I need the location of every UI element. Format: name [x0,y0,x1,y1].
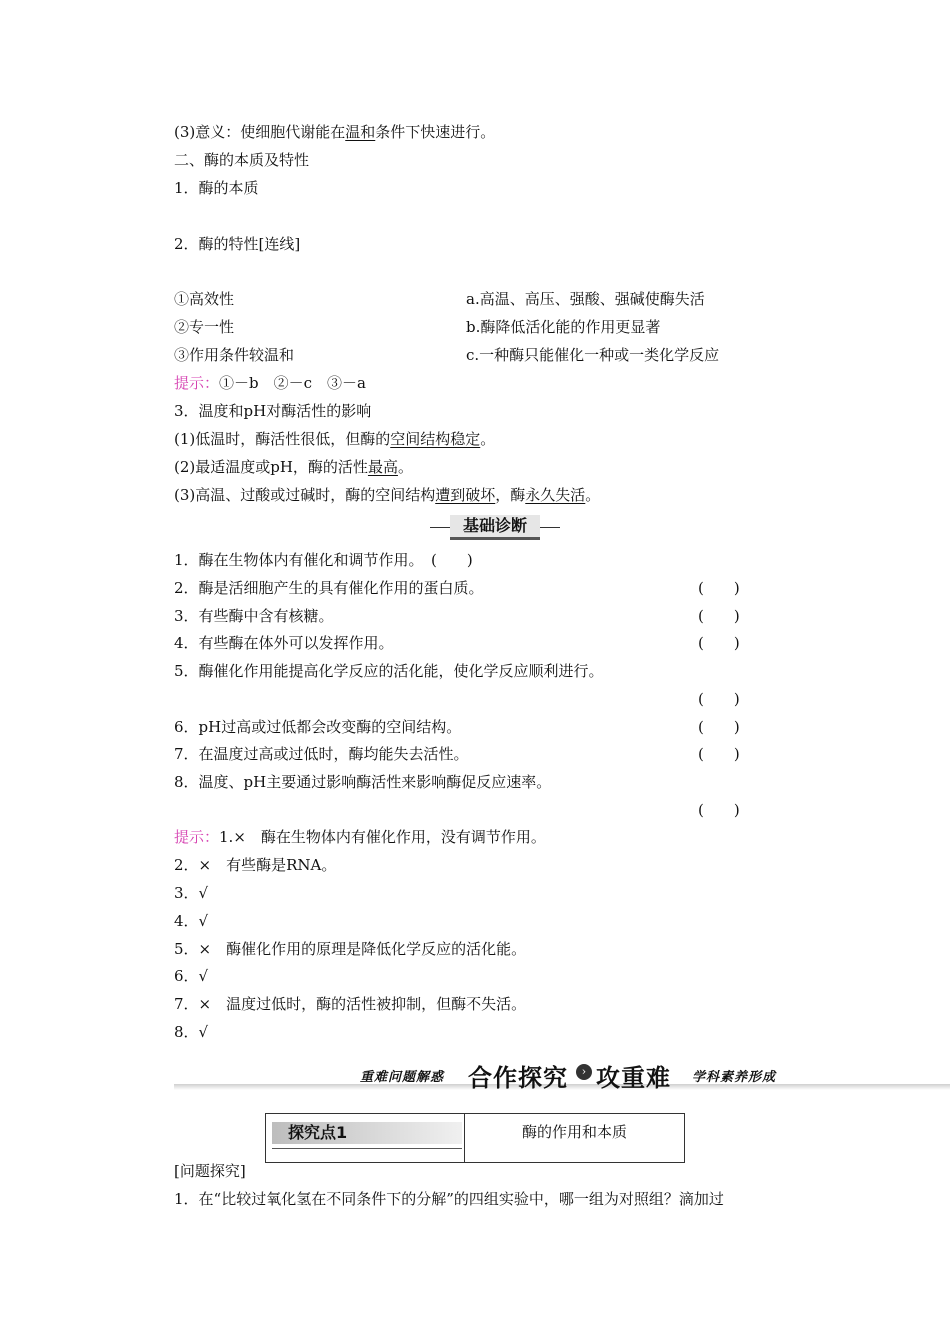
explore-tag: 探究点1 [288,1123,348,1142]
question-1: 1．在“比较过氧化氢在不同条件下的分解”的四组实验中，哪一组为对照组？滴加过 [174,1190,724,1208]
match-right-b: b.酶降低活化能的作用更显著 [466,318,661,336]
chevron-right-icon: › [576,1064,592,1080]
diag-item-4: 4．有些酶在体外可以发挥作用。 [174,634,394,652]
explore-tag-rule [272,1148,462,1149]
diagnosis-title: 基础诊断 [450,515,540,540]
subheading-essence: 1．酶的本质 [174,179,259,197]
answer-paren: ( ) [698,718,740,736]
answer-8: 8．√ [174,1023,209,1041]
answer-paren: ( ) [698,801,740,819]
point-low-temp: (1)低温时，酶活性很低，但酶的空间结构稳定。 [174,430,496,448]
diag-item-1: 1．酶在生物体内有催化和调节作用。 ( ) [174,551,473,569]
hint-label: 提示： [174,374,220,392]
answer-2: 2．× 有些酶是RNA。 [174,856,337,874]
answer-5: 5．× 酶催化作用的原理是降低化学反应的活化能。 [174,940,527,958]
diag-item-6: 6．pH过高或过低都会改变酶的空间结构。 [174,718,462,736]
title-rule-left [430,527,450,528]
match-right-a: a.高温、高压、强酸、强碱使酶失活 [466,290,705,308]
meaning-line: (3)意义：使细胞代谢能在温和条件下快速进行。 [174,123,496,141]
section-banner [174,1058,950,1098]
answer-paren: ( ) [698,745,740,763]
banner-left-text: 重难问题解惑 [360,1070,445,1085]
answer-4: 4．√ [174,912,209,930]
diagnosis-title-box [430,515,560,539]
diag-item-8: 8．温度、pH主要通过影响酶活性来影响酶促反应速率。 [174,773,552,791]
match-left-3: ③作用条件较温和 [174,346,295,364]
match-left-2: ②专一性 [174,318,235,336]
subheading-properties: 2．酶的特性[连线] [174,235,301,253]
match-left-1: ①高效性 [174,290,235,308]
answer-3: 3．√ [174,884,209,902]
title-rule-right [540,527,560,528]
explore-point-table [265,1113,685,1163]
hint-label: 提示： [174,828,220,846]
match-right-c: c.一种酶只能催化一种或一类化学反应 [466,346,720,364]
point-high-temp: (3)高温、过酸或过碱时，酶的空间结构遭到破坏，酶永久失活。 [174,486,601,504]
answer-paren: ( ) [698,634,740,652]
explore-tag-cell [266,1114,465,1162]
underlined-answer: 温和 [345,123,376,141]
point-optimum: (2)最适温度或pH，酶的活性最高。 [174,458,413,476]
answer-6: 6．√ [174,967,209,985]
diag-item-7: 7．在温度过高或过低时，酶均能失去活性。 [174,745,469,763]
banner-title-1: 合作探究 [468,1064,568,1092]
diag-item-3: 3．有些酶中含有核糖。 [174,607,334,625]
answer-paren: ( ) [698,690,740,708]
answer-7: 7．× 温度过低时，酶的活性被抑制，但酶不失活。 [174,995,527,1013]
diag-item-2: 2．酶是活细胞产生的具有催化作用的蛋白质。 [174,579,484,597]
subheading-temp-ph: 3．温度和pH对酶活性的影响 [174,402,372,420]
explore-title: 酶的作用和本质 [521,1123,627,1141]
answer-paren: ( ) [698,607,740,625]
diag-item-5: 5．酶催化作用能提高化学反应的活化能，使化学反应顺利进行。 [174,662,604,680]
answer-paren: ( ) [698,579,740,597]
banner-title-2: 攻重难 [596,1064,671,1092]
section-heading: 二、酶的本质及特性 [174,151,310,169]
hint-line: 提示：①－b ②－c ③－a [174,374,366,392]
question-label: [问题探究] [174,1162,246,1180]
banner-right-text: 学科素养形成 [692,1070,777,1085]
answer-1: 提示：1.× 酶在生物体内有催化作用，没有调节作用。 [174,828,546,846]
